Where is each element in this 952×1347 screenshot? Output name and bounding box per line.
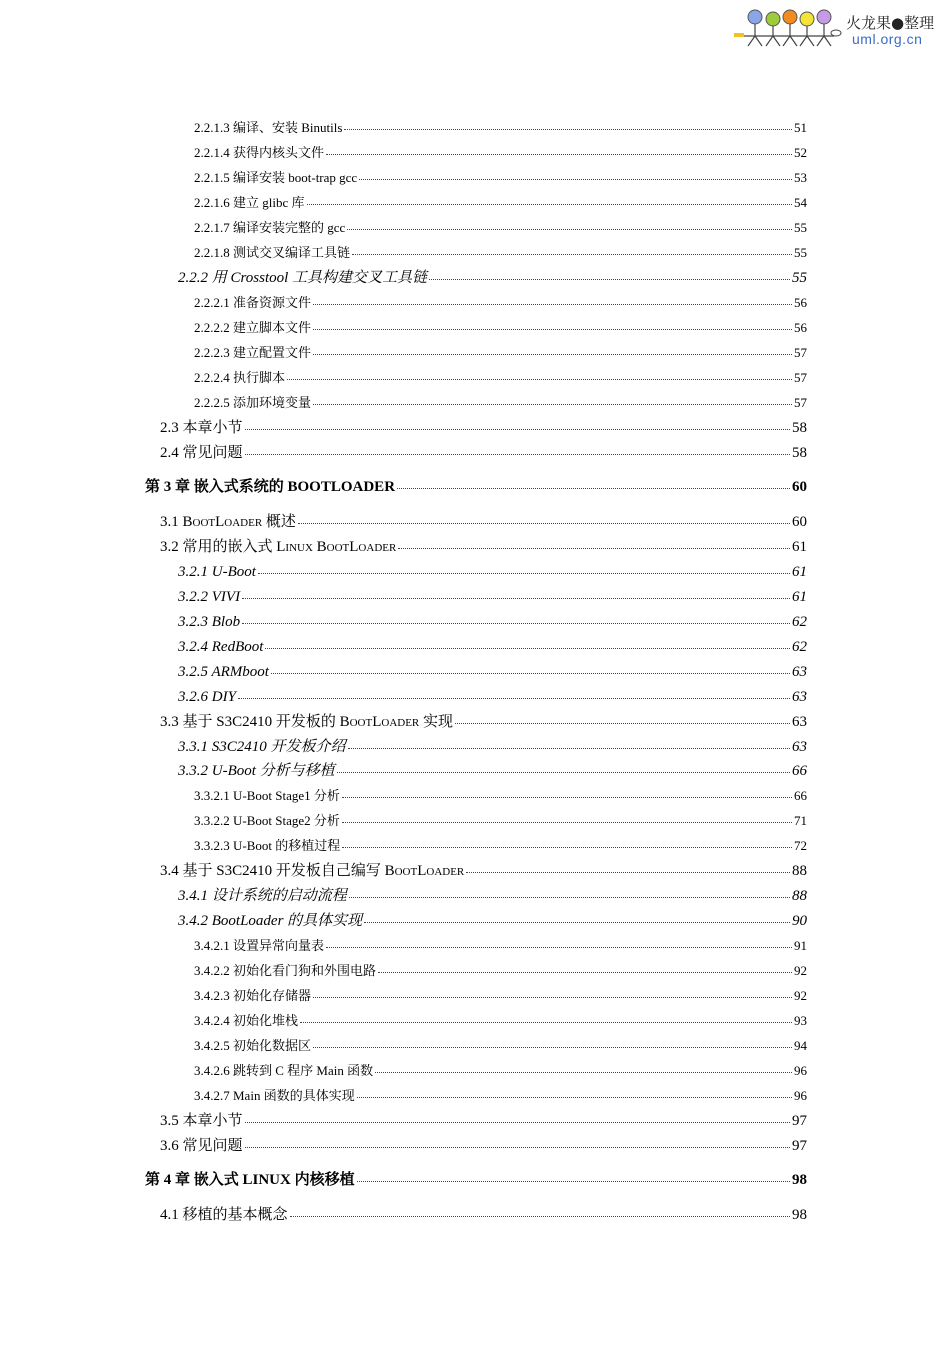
toc-entry[interactable] <box>194 786 807 806</box>
toc-entry-title: 3.3.2.3 U-Boot 的移植过程 <box>194 838 341 853</box>
toc-entry[interactable] <box>178 268 807 288</box>
toc-entry-title: 第 4 章 嵌入式 LINUX 内核移植 <box>145 1172 355 1188</box>
toc-entry-title: 2.2.2.3 建立配置文件 <box>194 345 312 360</box>
toc-entry-title: 3.2.1 U-Boot <box>178 564 256 580</box>
toc-dot-leader <box>271 673 790 674</box>
toc-entry[interactable] <box>145 477 807 497</box>
toc-entry-title: 3.4.2.1 设置异常向量表 <box>194 938 325 953</box>
toc-page-number: 56 <box>794 320 807 335</box>
toc-entry-title: 3.4.2.5 初始化数据区 <box>194 1038 312 1053</box>
toc-page-number: 96 <box>794 1063 807 1078</box>
toc-page-number: 98 <box>792 1172 807 1188</box>
toc-entry[interactable] <box>194 143 807 163</box>
toc-dot-leader <box>326 154 792 155</box>
toc-page-number: 92 <box>794 988 807 1003</box>
toc-dot-leader <box>313 354 792 355</box>
toc-entry-title: 2.2.1.8 测试交叉编译工具链 <box>194 245 351 260</box>
toc-entry-title: 4.1 移植的基本概念 <box>160 1207 288 1223</box>
toc-dot-leader <box>342 797 792 798</box>
brand-name: 火龙果●整理 <box>846 14 935 32</box>
toc-page-number: 58 <box>792 420 807 436</box>
toc-entry[interactable] <box>194 1061 807 1081</box>
toc-entry-title: 3.6 常见问题 <box>160 1138 243 1154</box>
toc-page-number: 54 <box>794 195 807 210</box>
toc-dot-leader <box>337 772 790 773</box>
toc-dot-leader <box>397 488 790 489</box>
toc-entry[interactable] <box>160 861 807 881</box>
toc-page-number: 55 <box>792 270 807 286</box>
toc-page-number: 90 <box>792 913 807 929</box>
toc-dot-leader <box>245 1122 790 1123</box>
toc-entry-title: 3.3.1 S3C2410 开发板介绍 <box>178 739 346 755</box>
toc-entry-title: 2.2.2 用 Crosstool 工具构建交叉工具链 <box>178 270 428 286</box>
toc-dot-leader <box>344 129 792 130</box>
toc-dot-leader <box>290 1216 790 1217</box>
toc-page-number: 63 <box>792 689 807 705</box>
toc-dot-leader <box>357 1097 792 1098</box>
toc-dot-leader <box>245 454 790 455</box>
toc-entry[interactable] <box>194 936 807 956</box>
toc-entry[interactable] <box>160 537 807 557</box>
toc-dot-leader <box>298 523 790 524</box>
toc-dot-leader <box>342 822 792 823</box>
toc-dot-leader <box>313 304 792 305</box>
toc-entry-title: 2.2.1.7 编译安装完整的 gcc <box>194 220 346 235</box>
toc-entry[interactable] <box>178 637 807 657</box>
toc-entry-title: 2.2.1.5 编译安装 boot-trap gcc <box>194 170 358 185</box>
toc-page-number: 55 <box>794 220 807 235</box>
toc-entry[interactable] <box>194 393 807 413</box>
toc-entry[interactable] <box>194 318 807 338</box>
toc-entry-title: 3.4 基于 S3C2410 开发板自己编写 BootLoader <box>160 863 465 879</box>
toc-entry-title: 2.2.1.4 获得内核头文件 <box>194 145 325 160</box>
site-url: uml.org.cn <box>852 31 923 47</box>
toc-dot-leader <box>364 922 790 923</box>
toc-entry-title: 3.2.6 DIY <box>178 689 236 705</box>
toc-dot-leader <box>348 748 790 749</box>
toc-entry[interactable] <box>178 761 807 781</box>
toc-page-number: 66 <box>792 763 807 779</box>
toc-page-number: 60 <box>792 479 807 495</box>
toc-dot-leader <box>245 429 790 430</box>
toc-entry-title: 2.2.1.6 建立 glibc 库 <box>194 195 305 210</box>
toc-page-number: 63 <box>792 714 807 730</box>
toc-page-number: 97 <box>792 1113 807 1129</box>
toc-dot-leader <box>352 254 792 255</box>
toc-entry-title: 2.2.2.5 添加环境变量 <box>194 395 312 410</box>
toc-entry-title: 3.4.2.6 跳转到 C 程序 Main 函数 <box>194 1063 374 1078</box>
toc-page-number: 57 <box>794 395 807 410</box>
toc-page-number: 96 <box>794 1088 807 1103</box>
toc-entry[interactable] <box>178 886 807 906</box>
toc-dot-leader <box>455 723 790 724</box>
toc-entry[interactable] <box>178 662 807 682</box>
toc-page-number: 62 <box>792 614 807 630</box>
toc-entry[interactable] <box>194 118 807 138</box>
toc-entry[interactable] <box>160 418 807 438</box>
toc-entry-title: 3.2.5 ARMboot <box>178 664 269 680</box>
toc-entry[interactable] <box>194 343 807 363</box>
toc-entry-title: 2.2.2.1 准备资源文件 <box>194 295 312 310</box>
toc-dot-leader <box>375 1072 792 1073</box>
toc-page-number: 62 <box>792 639 807 655</box>
toc-entry-title: 3.3 基于 S3C2410 开发板的 BootLoader 实现 <box>160 714 454 730</box>
toc-entry[interactable] <box>178 612 807 632</box>
toc-entry-title: 3.1 BootLoader 概述 <box>160 514 296 530</box>
toc-entry[interactable] <box>194 1036 807 1056</box>
toc-page-number: 55 <box>794 245 807 260</box>
toc-page-number: 93 <box>794 1013 807 1028</box>
toc-dot-leader <box>342 847 792 848</box>
toc-entry-title: 2.2.1.3 编译、安装 Binutils <box>194 120 343 135</box>
toc-page-number: 94 <box>794 1038 807 1053</box>
toc-entry[interactable] <box>160 1136 807 1156</box>
toc-dot-leader <box>300 1022 792 1023</box>
toc-page-number: 61 <box>792 564 807 580</box>
toc-dot-leader <box>313 1047 792 1048</box>
toc-dot-leader <box>265 648 790 649</box>
toc-entry[interactable] <box>178 587 807 607</box>
toc-entry[interactable] <box>160 712 807 732</box>
toc-dot-leader <box>313 997 792 998</box>
toc-entry-title: 3.4.2.7 Main 函数的具体实现 <box>194 1088 355 1103</box>
toc-entry-title: 3.2.3 Blob <box>178 614 241 630</box>
toc-dot-leader <box>242 623 790 624</box>
toc-entry[interactable] <box>194 193 807 213</box>
toc-entry[interactable] <box>194 368 807 388</box>
toc-entry[interactable] <box>160 1111 807 1131</box>
toc-entry[interactable] <box>194 961 807 981</box>
toc-entry[interactable] <box>178 687 807 707</box>
toc-entry[interactable] <box>194 243 807 263</box>
toc-entry-title: 3.4.2 BootLoader 的具体实现 <box>178 913 363 929</box>
toc-entry[interactable] <box>194 986 807 1006</box>
toc-dot-leader <box>238 698 790 699</box>
toc-page-number: 92 <box>794 963 807 978</box>
toc-entry-title: 2.4 常见问题 <box>160 445 243 461</box>
toc-dot-leader <box>258 573 790 574</box>
toc-page-number: 72 <box>794 838 807 853</box>
toc-entry-title: 3.2 常用的嵌入式 Linux BootLoader <box>160 539 397 555</box>
toc-dot-leader <box>307 204 793 205</box>
toc-entry-title: 3.3.2 U-Boot 分析与移植 <box>178 763 335 779</box>
toc-entry[interactable] <box>194 293 807 313</box>
toc-page-number: 97 <box>792 1138 807 1154</box>
toc-dot-leader <box>398 548 790 549</box>
toc-dot-leader <box>313 404 792 405</box>
toc-page-number: 52 <box>794 145 807 160</box>
toc-entry-title: 2.2.2.2 建立脚本文件 <box>194 320 312 335</box>
toc-entry[interactable] <box>178 737 807 757</box>
toc-entry[interactable] <box>194 1011 807 1031</box>
toc-dot-leader <box>287 379 792 380</box>
toc-page-number: 88 <box>792 888 807 904</box>
toc-entry[interactable] <box>160 1205 807 1225</box>
toc-page-number: 91 <box>794 938 807 953</box>
toc-entry-title: 3.5 本章小节 <box>160 1113 243 1129</box>
toc-entry[interactable] <box>194 811 807 831</box>
toc-entry-title: 2.2.2.4 执行脚本 <box>194 370 286 385</box>
toc-entry-title: 3.3.2.2 U-Boot Stage2 分析 <box>194 813 340 828</box>
toc-page-number: 61 <box>792 539 807 555</box>
toc-dot-leader <box>466 872 790 873</box>
toc-entry[interactable] <box>145 1170 807 1190</box>
toc-entry-title: 3.4.2.3 初始化存储器 <box>194 988 312 1003</box>
toc-page-number: 51 <box>794 120 807 135</box>
toc-entry-title: 3.2.4 RedBoot <box>178 639 264 655</box>
toc-entry-title: 3.2.2 VIVI <box>178 589 241 605</box>
toc-page-number: 56 <box>794 295 807 310</box>
toc-dot-leader <box>359 179 792 180</box>
toc-page-number: 57 <box>794 345 807 360</box>
toc-page-number: 66 <box>794 788 807 803</box>
toc-entry[interactable] <box>194 1086 807 1106</box>
toc-dot-leader <box>242 598 790 599</box>
toc-entry[interactable] <box>178 911 807 931</box>
toc-dot-leader <box>378 972 792 973</box>
toc-page-number: 60 <box>792 514 807 530</box>
toc-entry-title: 3.4.1 设计系统的启动流程 <box>178 888 347 904</box>
toc-entry-title: 第 3 章 嵌入式系统的 BOOTLOADER <box>145 479 396 495</box>
toc-page-number: 88 <box>792 863 807 879</box>
toc-page-number: 58 <box>792 445 807 461</box>
toc-entry[interactable] <box>194 836 807 856</box>
toc-page-number: 71 <box>794 813 807 828</box>
toc-entry[interactable] <box>160 512 807 532</box>
toc-entry-title: 2.3 本章小节 <box>160 420 243 436</box>
toc-page-number: 57 <box>794 370 807 385</box>
toc-dot-leader <box>326 947 792 948</box>
toc-dot-leader <box>347 229 792 230</box>
toc-page-number: 63 <box>792 739 807 755</box>
toc-entry-title: 3.4.2.4 初始化堆栈 <box>194 1013 299 1028</box>
toc-page-number: 63 <box>792 664 807 680</box>
toc-page-number: 61 <box>792 589 807 605</box>
toc-page-number: 53 <box>794 170 807 185</box>
toc-dot-leader <box>313 329 792 330</box>
toc-entry-title: 3.3.2.1 U-Boot Stage1 分析 <box>194 788 340 803</box>
toc-entry[interactable] <box>194 168 807 188</box>
toc-dot-leader <box>349 897 790 898</box>
toc-page-number: 98 <box>792 1207 807 1223</box>
toc-entry-title: 3.4.2.2 初始化看门狗和外围电路 <box>194 963 377 978</box>
toc-dot-leader <box>357 1181 790 1182</box>
toc-entry[interactable] <box>194 218 807 238</box>
toc-entry[interactable] <box>160 443 807 463</box>
toc-dot-leader <box>429 279 790 280</box>
toc-dot-leader <box>245 1147 790 1148</box>
toc-entry[interactable] <box>178 562 807 582</box>
